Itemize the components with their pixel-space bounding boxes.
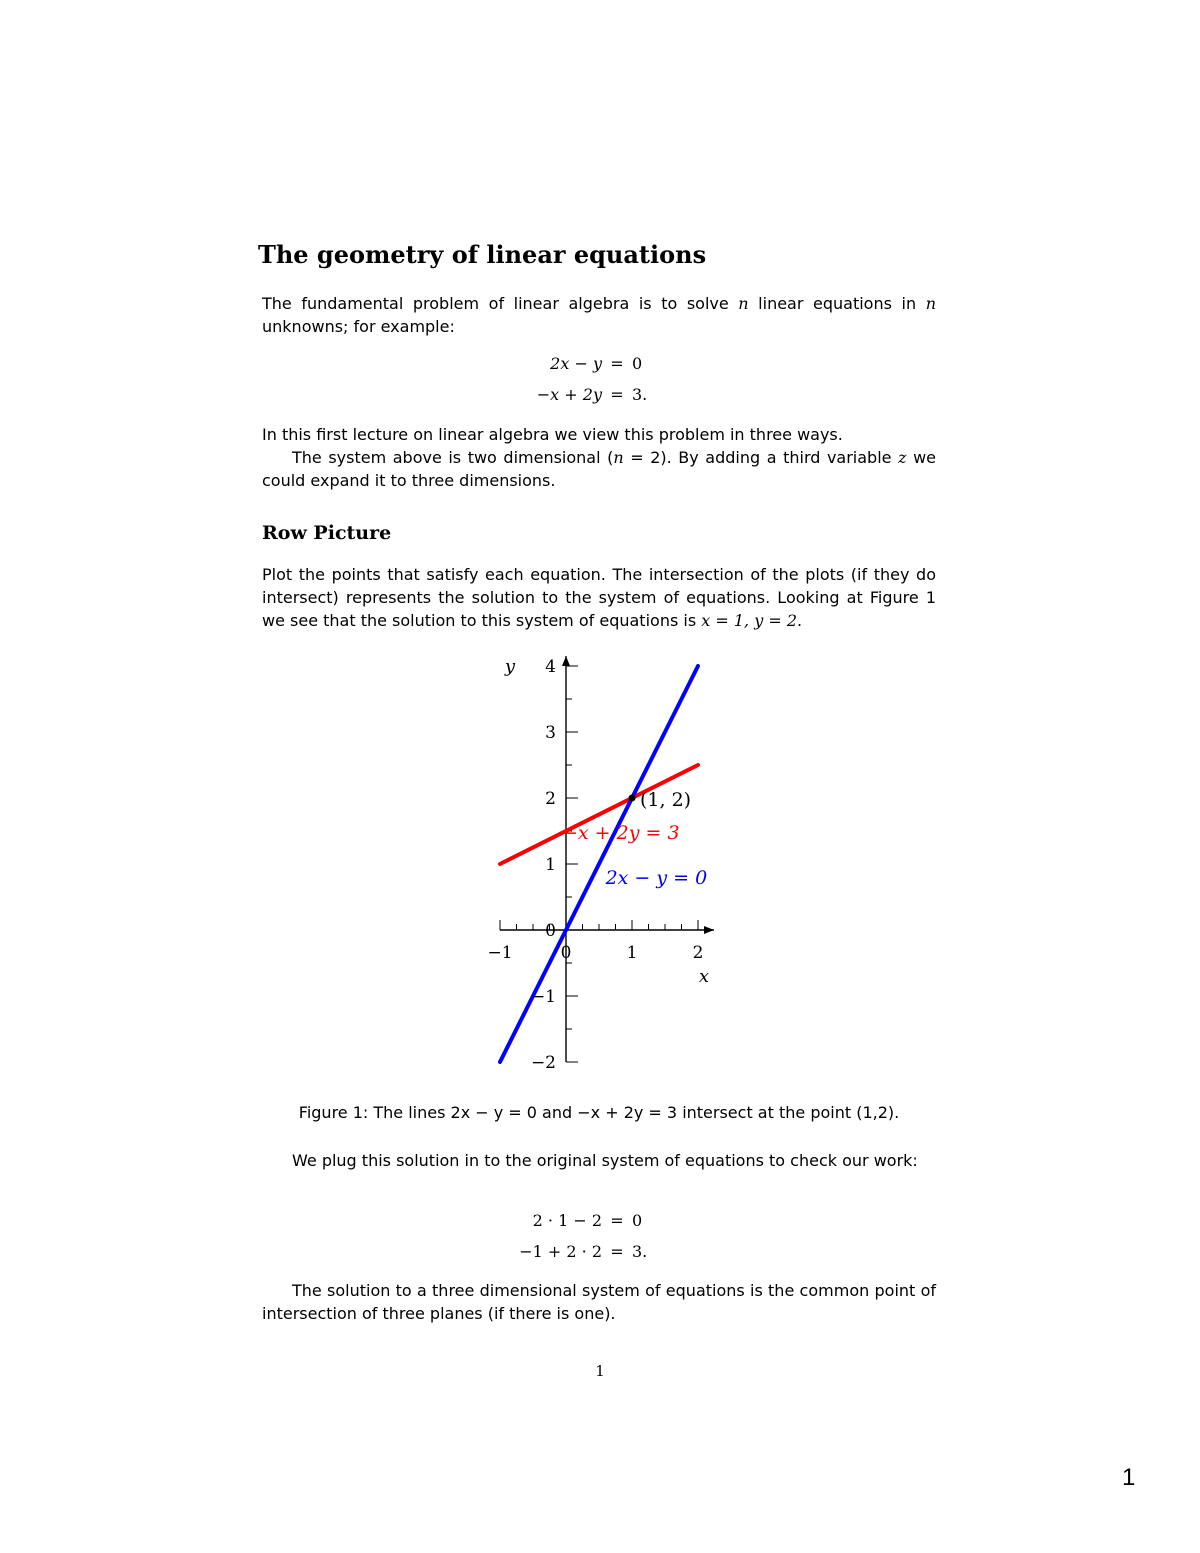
figure-caption: Figure 1: The lines 2x − y = 0 and −x + 2y = 3 intersect at the point (1,2). [298, 1103, 900, 1122]
x-axis-label: x [698, 966, 710, 987]
x-tick-label: 1 [626, 943, 638, 963]
corner-page-number: 1 [1122, 1464, 1136, 1491]
row-picture-chart [470, 645, 750, 1085]
y-axis-arrow [562, 656, 570, 666]
check-paragraph: We plug this solution in to the original system of equations to check our work: [292, 1151, 918, 1170]
red-line-label: −x + 2y = 3 [562, 822, 680, 844]
blue-line-label: 2x − y = 0 [605, 867, 708, 889]
y-tick-label: 3 [545, 723, 556, 743]
dimension-paragraph: The system above is two dimensional (n = 2). By adding a third variable z we could expand it to three dimensions. [262, 448, 937, 490]
three-dim-paragraph: The solution to a three dimensional system of equations is the common point of intersection of three planes (if there is one). [262, 1281, 936, 1323]
y-tick-label: −1 [530, 987, 556, 1007]
red-line [500, 765, 698, 864]
x-tick-label: 2 [692, 943, 704, 963]
intro-paragraph: The fundamental problem of linear algebra is to solve n linear equations in n unknowns; for example: [262, 294, 936, 336]
x-tick-label: 0 [560, 943, 572, 963]
x-tick-label: −1 [487, 943, 513, 963]
y-tick-label: 4 [545, 657, 556, 677]
row-picture-paragraph: Plot the points that satisfy each equation. The intersection of the plots (if they do intersect) represents the solution to the system of equations. Looking at Figure 1 we see that the solution to this system of equations is x = 1, y = 2. [262, 565, 936, 630]
blue-line [500, 666, 698, 1062]
section-heading: Row Picture [262, 522, 392, 544]
equation-row-1: 2x − y = 0 [550, 354, 643, 373]
y-tick-label: 2 [545, 789, 556, 809]
equation-row-2: −x + 2y = 3. [536, 385, 648, 404]
y-axis-label: y [504, 656, 516, 677]
check-row-2: −1 + 2 · 2 = 3. [519, 1242, 648, 1261]
x-axis-arrow [704, 926, 714, 934]
intersection-point [629, 795, 636, 802]
lecture-paragraph: In this first lecture on linear algebra we view this problem in three ways. [262, 425, 843, 444]
intersection-label: (1, 2) [640, 789, 692, 811]
page-title: The geometry of linear equations [258, 240, 707, 269]
page-number: 1 [595, 1362, 605, 1380]
y-tick-label: 0 [545, 921, 556, 941]
y-tick-label: 1 [545, 855, 556, 875]
check-row-1: 2 · 1 − 2 = 0 [532, 1211, 643, 1230]
y-tick-label: −2 [530, 1053, 556, 1073]
